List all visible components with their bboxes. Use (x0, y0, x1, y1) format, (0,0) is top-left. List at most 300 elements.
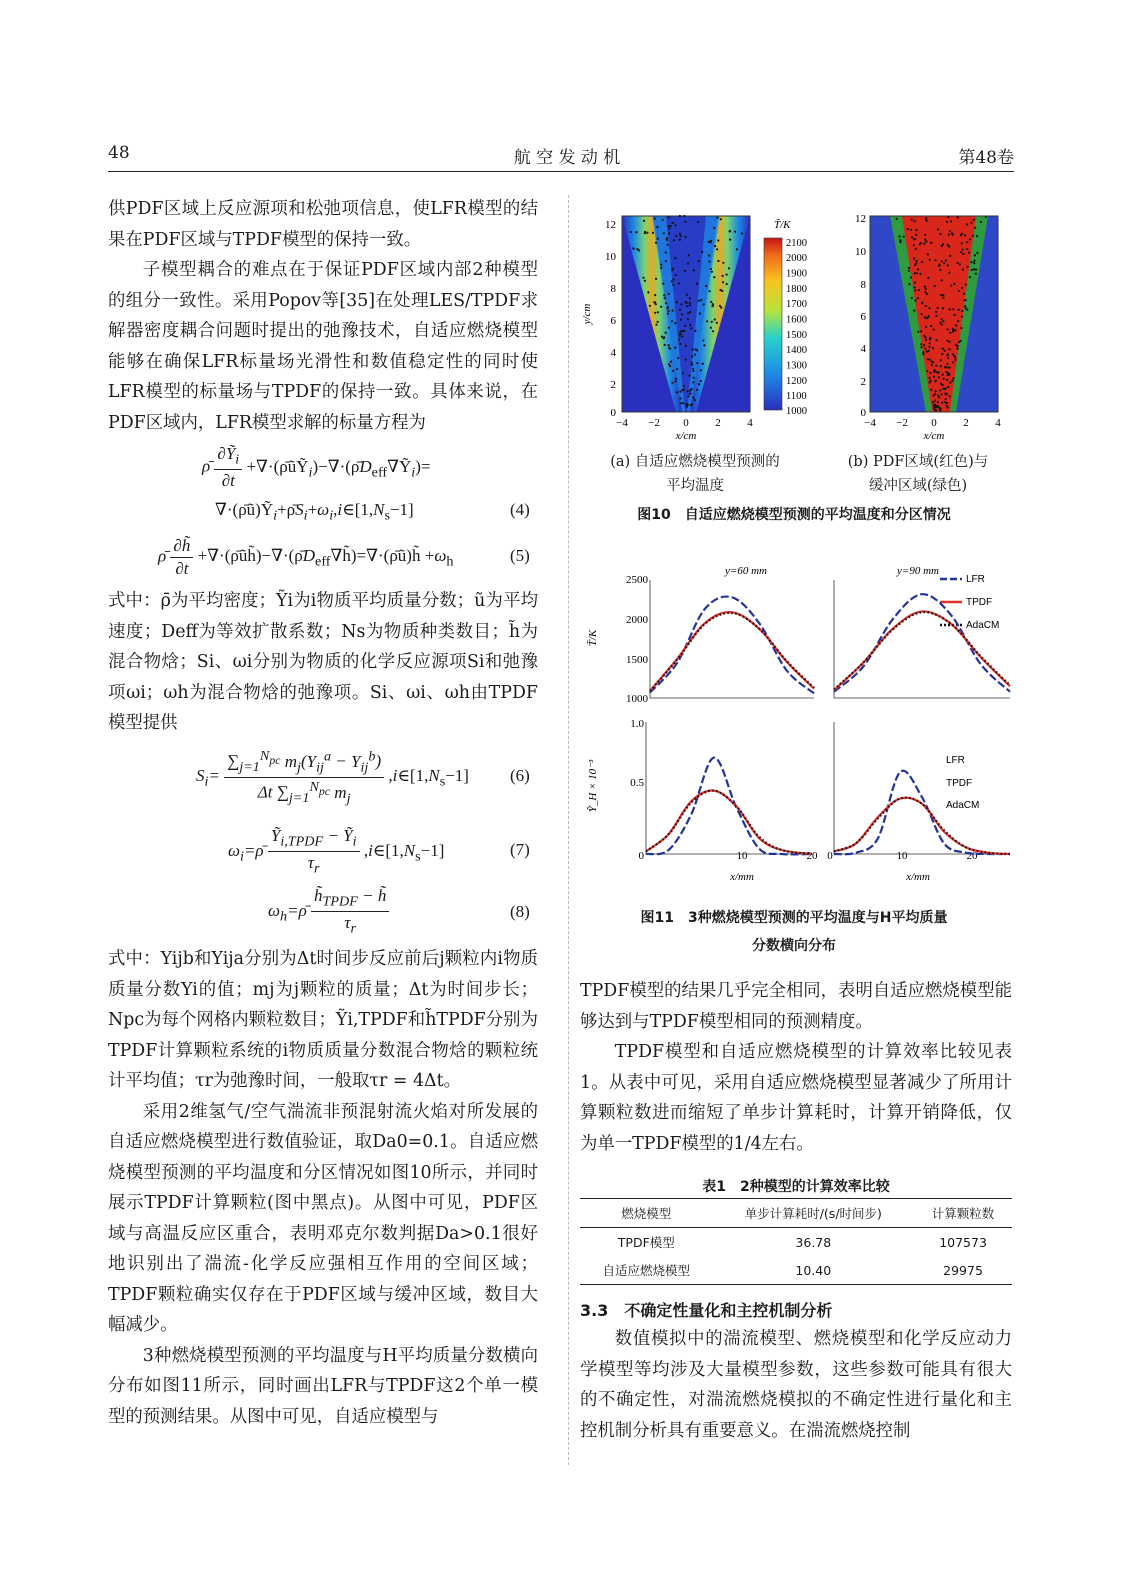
svg-text:2000: 2000 (626, 614, 648, 626)
tpdf-particle (662, 219, 664, 221)
tpdf-particle (916, 272, 918, 274)
equation-7: $\omega_i=\rhō$ $\frac{Ỹ_{i,TPDF} - Ỹ_i}{\tau_r}$ $,i\in[1,N_s-1]$ (228, 826, 445, 877)
tpdf-particle (914, 282, 916, 284)
tpdf-particle (962, 268, 964, 270)
tpdf-particle (692, 368, 694, 370)
tpdf-particle (941, 393, 943, 395)
tpdf-particle (913, 309, 915, 311)
tpdf-particle (729, 230, 731, 232)
tpdf-particle (689, 375, 691, 377)
table-header: 单步计算耗时/(s/时间步) (713, 1199, 915, 1228)
tpdf-particle (646, 232, 648, 234)
tpdf-particle (655, 242, 657, 244)
tpdf-particle (933, 329, 935, 331)
tpdf-particle (720, 306, 722, 308)
svg-text:1000: 1000 (786, 406, 807, 417)
tpdf-particle (711, 271, 713, 273)
series-line-lfr-panel-2 (834, 594, 1010, 692)
tpdf-particle (913, 257, 915, 259)
tpdf-particle (934, 404, 936, 406)
tpdf-particle (672, 370, 674, 372)
paragraph: 3种燃烧模型预测的平均温度与H平均质量分数横向分布如图11所示，同时画出LFR与TPDF这2个单一模型的预测结果。从图中可见，自适应模型与 (108, 1345, 538, 1427)
tpdf-particle (929, 381, 931, 383)
tpdf-particle (926, 350, 928, 352)
tpdf-particle (975, 273, 977, 275)
tpdf-particle (928, 346, 930, 348)
tpdf-particle (957, 309, 959, 311)
tpdf-particle (711, 321, 713, 323)
tpdf-particle (917, 297, 919, 299)
tpdf-particle (935, 371, 937, 373)
tpdf-particle (660, 306, 662, 308)
fig11-series (646, 594, 1010, 854)
tpdf-particle (942, 374, 944, 376)
tpdf-particle (926, 317, 928, 319)
tpdf-particle (956, 348, 958, 350)
tpdf-particle (923, 242, 925, 244)
svg-text:2: 2 (715, 417, 721, 429)
right-column-bottom (580, 1324, 1012, 1446)
svg-text:10: 10 (736, 850, 748, 862)
tpdf-particle (689, 304, 691, 306)
tpdf-particle (713, 227, 715, 229)
tpdf-particle (676, 368, 678, 370)
legend-label: TPDF (966, 597, 993, 608)
tpdf-particle (915, 248, 917, 250)
tpdf-particle (679, 332, 681, 334)
tpdf-particle (667, 306, 669, 308)
figure-10-caption: 图10 自适应燃烧模型预测的平均温度和分区情况 (637, 507, 951, 523)
tpdf-particle (974, 227, 976, 229)
tpdf-particle (708, 241, 710, 243)
svg-text:1600: 1600 (786, 314, 807, 326)
tpdf-particle (919, 273, 921, 275)
tpdf-particle (925, 219, 927, 221)
series-line-tpdf-panel-4 (834, 798, 1010, 854)
tpdf-particle (940, 383, 942, 385)
tpdf-particle (685, 359, 687, 361)
tpdf-particle (958, 290, 960, 292)
tpdf-particle (734, 231, 736, 233)
tpdf-particle (916, 260, 918, 262)
svg-text:1400: 1400 (786, 345, 807, 356)
tpdf-particle (708, 261, 710, 263)
tpdf-particle (665, 260, 667, 262)
tpdf-particle (930, 325, 932, 327)
tpdf-particle (921, 302, 923, 304)
tpdf-particle (672, 310, 674, 312)
tpdf-particle (683, 385, 685, 387)
tpdf-particle (680, 318, 682, 320)
tpdf-particle (676, 391, 678, 393)
svg-text:1200: 1200 (786, 376, 807, 387)
tpdf-particle (642, 277, 644, 279)
tpdf-particle (915, 234, 917, 236)
tpdf-particle (687, 390, 689, 392)
tpdf-particle (925, 305, 927, 307)
tpdf-particle (896, 218, 898, 220)
svg-text:4: 4 (610, 347, 616, 359)
tpdf-particle (915, 299, 917, 301)
tpdf-particle (928, 315, 930, 317)
x-ticks-a (616, 417, 753, 429)
tpdf-particle (935, 311, 937, 313)
tpdf-particle (959, 263, 961, 265)
tpdf-particle (687, 318, 689, 320)
tpdf-particle (917, 331, 919, 333)
tpdf-particle (674, 347, 676, 349)
paragraph: 供PDF区域上反应源项和松弛项信息，使LFR模型的结果在PDF区域与TPDF模型的保持一致。 (108, 199, 538, 250)
tpdf-particle (952, 353, 954, 355)
equation-6: $S_i=$ $\frac{\sum_{j=1}^{N_{pc}} m_j(Y_{ij}^a - Y_{ij}^b)}{\Delta t \sum_{j=1}^{N_{pc}} m_j}$ $,i\in[1,N_s-1]$ (196, 748, 469, 807)
tpdf-particle (654, 312, 656, 314)
tpdf-particle (647, 291, 649, 293)
tpdf-particle (926, 293, 928, 295)
paragraph: TPDF模型和自适应燃烧模型的计算效率比较见表1。从表中可见，采用自适应燃烧模型显著减少了所用计算颗粒数进而缩短了单步计算耗时，计算开销降低，仅为单一TPDF模型的1/4左右。 (580, 1042, 1012, 1154)
tpdf-particle (937, 394, 939, 396)
tpdf-particle (971, 269, 973, 271)
tpdf-particle (935, 390, 937, 392)
tpdf-particle (633, 248, 635, 250)
y-axis-label-bottom: Ỹ_H × 10⁻³ (587, 759, 599, 813)
tpdf-particle (947, 264, 949, 266)
tpdf-particle (722, 281, 724, 283)
axis-line (834, 722, 1010, 854)
tpdf-particle (899, 239, 901, 241)
tpdf-particle (947, 406, 949, 408)
tpdf-particle (939, 264, 941, 266)
tpdf-particle (948, 245, 950, 247)
tpdf-particle (668, 293, 670, 295)
table-1-caption: 表1 2种模型的计算效率比较 (702, 1179, 890, 1195)
tpdf-particle (942, 307, 944, 309)
tpdf-particle (696, 283, 698, 285)
legend-label: TPDF (946, 778, 973, 789)
tpdf-particle (949, 230, 951, 232)
tpdf-particle (946, 379, 948, 381)
tpdf-particle (937, 401, 939, 403)
tpdf-particle (963, 293, 965, 295)
tpdf-particle (961, 316, 963, 318)
tpdf-particle (969, 238, 971, 240)
tpdf-particle (932, 347, 934, 349)
tpdf-particle (668, 228, 670, 230)
tpdf-particle (697, 221, 699, 223)
tpdf-particle (712, 303, 714, 305)
tpdf-particle (973, 260, 975, 262)
tpdf-particle (689, 324, 691, 326)
tpdf-particle (654, 218, 656, 220)
tpdf-particle (691, 361, 693, 363)
svg-text:1000: 1000 (626, 693, 648, 705)
tpdf-particle (657, 321, 659, 323)
tpdf-particle (691, 364, 693, 366)
tpdf-particle (668, 327, 670, 329)
svg-text:10: 10 (855, 246, 866, 258)
tpdf-particle (939, 233, 941, 235)
tpdf-particle (664, 344, 666, 346)
y-ticks-b (855, 213, 867, 419)
tpdf-particle (924, 238, 926, 240)
tpdf-particle (947, 357, 949, 359)
tpdf-particle (682, 402, 684, 404)
left-column-bottom (108, 944, 538, 1432)
svg-text:1.0: 1.0 (630, 718, 644, 730)
tpdf-particle (665, 332, 667, 334)
tpdf-particle (667, 313, 669, 315)
tpdf-particle (934, 399, 936, 401)
tpdf-particle (961, 310, 963, 312)
tpdf-particle (711, 305, 713, 307)
tpdf-particle (938, 376, 940, 378)
tpdf-particle (701, 251, 703, 253)
series-line-tpdf-panel-3 (646, 791, 812, 854)
svg-text:10: 10 (605, 251, 616, 263)
tpdf-particle (684, 270, 686, 272)
figure-10 (578, 204, 1018, 440)
tpdf-particle (920, 330, 922, 332)
tpdf-particle (954, 314, 956, 316)
tpdf-particle (673, 239, 675, 241)
tpdf-particle (918, 289, 920, 291)
tpdf-particle (663, 232, 665, 234)
tpdf-particle (914, 272, 916, 274)
x-ticks-b (864, 417, 1001, 429)
figure-11-caption: 图11 3种燃烧模型预测的平均温度与H平均质量 分数横向分布 (640, 910, 948, 954)
tpdf-particle (919, 243, 921, 245)
tpdf-particle (703, 344, 705, 346)
tpdf-particle (736, 248, 738, 250)
tpdf-particle (907, 228, 909, 230)
tpdf-particle (719, 289, 721, 291)
tpdf-particle (899, 235, 901, 237)
svg-text:20: 20 (966, 850, 978, 862)
tpdf-particle (962, 248, 964, 250)
tpdf-particle (714, 245, 716, 247)
tpdf-particle (952, 328, 954, 330)
tpdf-particle (961, 233, 963, 235)
figure-10a-caption: (a) 自适应燃烧模型预测的 平均温度 (610, 454, 780, 494)
tpdf-particle (667, 244, 669, 246)
tpdf-particle (950, 220, 952, 222)
svg-text:20: 20 (806, 850, 818, 862)
tpdf-particle (945, 398, 947, 400)
tpdf-particle (908, 267, 910, 269)
tpdf-particle (945, 371, 947, 373)
svg-text:−4: −4 (864, 417, 876, 429)
tpdf-particle (681, 389, 683, 391)
tpdf-particle (696, 389, 698, 391)
tpdf-particle (700, 299, 702, 301)
tpdf-particle (957, 320, 959, 322)
volume-label: 第48卷 (958, 148, 1014, 168)
tpdf-particle (649, 305, 651, 307)
tpdf-particle (700, 369, 702, 371)
legend-label: LFR (946, 755, 965, 766)
tpdf-particle (949, 308, 951, 310)
legend-label: LFR (966, 574, 985, 585)
svg-text:1700: 1700 (786, 299, 807, 310)
tpdf-particle (726, 283, 728, 285)
tpdf-particle (949, 332, 951, 334)
tpdf-particle (942, 243, 944, 245)
tpdf-particle (695, 349, 697, 351)
tpdf-particle (925, 288, 927, 290)
tpdf-particle (630, 231, 632, 233)
tpdf-particle (952, 331, 954, 333)
equation-number: (4) (510, 500, 530, 519)
tpdf-particle (955, 344, 957, 346)
tpdf-particle (942, 388, 944, 390)
tpdf-particle (974, 254, 976, 256)
legend-bottom (946, 755, 979, 811)
journal-title: 航 空 发 动 机 (513, 148, 621, 168)
svg-text:−2: −2 (896, 417, 908, 429)
x-axis-label-left: x/mm (730, 871, 754, 883)
tpdf-particle (913, 244, 915, 246)
tpdf-particle (679, 343, 681, 345)
tpdf-particle (644, 231, 646, 233)
x-axis-label-a: x/cm (675, 430, 697, 440)
tpdf-particle (949, 255, 951, 257)
tpdf-particle (942, 320, 944, 322)
tpdf-particle (680, 235, 682, 237)
table-row: TPDF模型 36.78 107573 (617, 1234, 987, 1250)
tpdf-particle (966, 223, 968, 225)
tpdf-particle (689, 302, 691, 304)
column-divider (568, 195, 569, 1465)
tpdf-particle (965, 299, 967, 301)
tpdf-particle (950, 284, 952, 286)
tpdf-particle (683, 215, 685, 217)
tpdf-particle (679, 335, 681, 337)
svg-text:8: 8 (860, 279, 866, 291)
tpdf-particle (957, 216, 959, 218)
tpdf-particle (643, 220, 645, 222)
tpdf-particle (946, 354, 948, 356)
tpdf-particle (945, 387, 947, 389)
tpdf-particle (939, 322, 941, 324)
svg-text:1900: 1900 (786, 268, 807, 280)
tpdf-particle (925, 339, 927, 341)
tpdf-particle (944, 401, 946, 403)
tpdf-particle (685, 221, 687, 223)
tpdf-particle (929, 259, 931, 261)
tpdf-particle (966, 241, 968, 243)
paragraph: 数值模拟中的湍流模型、燃烧模型和化学反应动力学模型等均涉及大量模型参数，这些参数可能具有很大的不确定性，对湍流燃烧模拟的不确定性进行量化和主控机制分析具有重要意义。在湍流燃烧控制 (580, 1329, 1012, 1441)
equation-number: (8) (510, 902, 530, 921)
tpdf-particle (920, 346, 922, 348)
svg-text:2: 2 (860, 376, 866, 388)
tpdf-particle (931, 361, 933, 363)
tpdf-particle (951, 232, 953, 234)
tpdf-particle (663, 294, 665, 296)
tpdf-particle (679, 239, 681, 241)
svg-text:0: 0 (638, 850, 644, 862)
tpdf-particle (970, 222, 972, 224)
y-axis-label-top: T̃/K (587, 629, 599, 647)
tpdf-particle (675, 274, 677, 276)
tpdf-particle (670, 361, 672, 363)
tpdf-particle (934, 409, 936, 411)
tpdf-particle (675, 235, 677, 237)
tpdf-particle (927, 253, 929, 255)
tpdf-particle (680, 402, 682, 404)
tpdf-particle (717, 239, 719, 241)
tpdf-particle (925, 240, 927, 242)
svg-text:12: 12 (855, 213, 866, 225)
tpdf-particle (679, 233, 681, 235)
tpdf-particle (961, 287, 963, 289)
tpdf-particle (934, 285, 936, 287)
tpdf-particle (663, 336, 665, 338)
tpdf-particle (686, 305, 688, 307)
tpdf-particle (941, 324, 943, 326)
tpdf-particle (676, 301, 678, 303)
tpdf-particle (689, 393, 691, 395)
left-column-top (108, 194, 538, 438)
tpdf-particle (672, 222, 674, 224)
svg-text:−4: −4 (616, 417, 628, 429)
tpdf-particle (910, 276, 912, 278)
tpdf-particle (726, 274, 728, 276)
tpdf-particle (960, 327, 962, 329)
tpdf-particle (652, 232, 654, 234)
page-number: 48 (108, 143, 130, 163)
equation-4-line1: ρ̄ $\frac{\partial Ỹ_i}{\partial t}$ $+\nabla\cdot(\rhōũỸ_i)-\nabla\cdot(\rhōD_{eff}\nabla Ỹ_i)=$ (202, 444, 431, 491)
tpdf-particle (946, 402, 948, 404)
tpdf-particle (728, 267, 730, 269)
tpdf-particle (693, 269, 695, 271)
tpdf-particle (976, 235, 978, 237)
tpdf-particle (717, 260, 719, 262)
tpdf-particle (930, 242, 932, 244)
svg-text:10: 10 (896, 850, 908, 862)
tpdf-particle (908, 270, 910, 272)
tpdf-particle (943, 378, 945, 380)
tpdf-particle (691, 355, 693, 357)
tpdf-particle (702, 303, 704, 305)
tpdf-particle (976, 252, 978, 254)
tpdf-particle (941, 279, 943, 281)
tpdf-particle (708, 254, 710, 256)
tpdf-particle (980, 221, 982, 223)
tpdf-particle (638, 249, 640, 251)
colorbar-title: T̃/K (774, 219, 791, 231)
label-y60: y=60 mm (725, 565, 767, 577)
tpdf-particle (687, 395, 689, 397)
tpdf-particle (741, 232, 743, 234)
tpdf-particle (693, 377, 695, 379)
tpdf-particle (700, 380, 702, 382)
tpdf-particle (665, 251, 667, 253)
tpdf-particle (914, 220, 916, 222)
tpdf-particle (965, 307, 967, 309)
tpdf-particle (729, 239, 731, 241)
tpdf-particle (947, 374, 949, 376)
tpdf-particle (716, 248, 718, 250)
tpdf-particle (941, 402, 943, 404)
tpdf-particle (681, 336, 683, 338)
svg-text:2100: 2100 (786, 238, 807, 249)
tpdf-particle (669, 225, 671, 227)
tpdf-particle (678, 282, 680, 284)
tpdf-particle (656, 226, 658, 228)
tpdf-particle (972, 235, 974, 237)
tpdf-particle (678, 339, 680, 341)
tpdf-particle (964, 234, 966, 236)
y-ticks-bottom (630, 718, 644, 862)
